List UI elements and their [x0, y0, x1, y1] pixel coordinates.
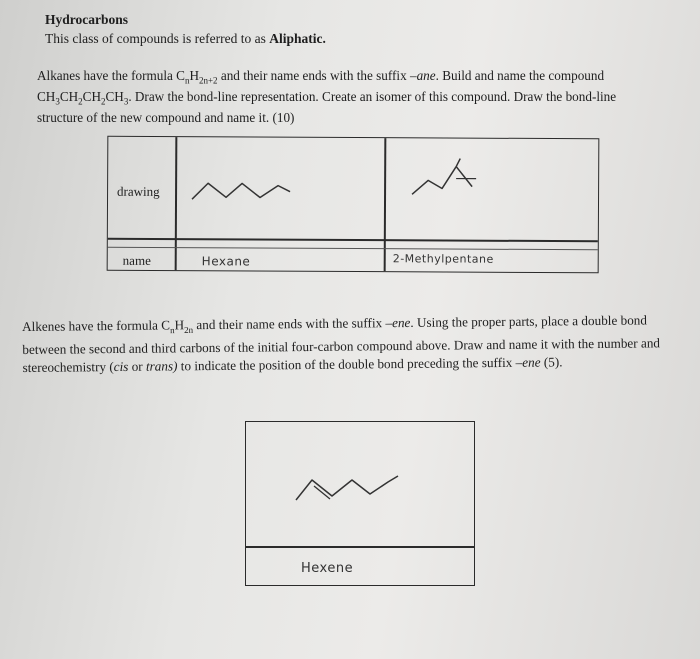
- q1-sub: 2: [100, 96, 106, 107]
- q2-sub: n: [170, 325, 175, 336]
- q2-text: to indicate the position of the double bond preceding the suffix: [177, 354, 516, 374]
- q2-text: or: [128, 358, 147, 374]
- q2-text: and their name ends with the suffix: [192, 315, 386, 333]
- question-alkanes: [37, 68, 657, 127]
- q1-sub: n: [184, 75, 190, 86]
- q1-sub: 2: [78, 96, 83, 107]
- q1-text: . Draw the bond-line representation. Create an isomer of this compound. Draw the bond-line structure of the new compound and name it. (10): [37, 89, 617, 126]
- q2-text: (5).: [540, 353, 563, 370]
- subtitle-text: This class of compounds is referred to as: [45, 31, 270, 46]
- table-divider: [175, 137, 177, 270]
- name-hexene: Hexene: [301, 561, 354, 576]
- methylpentane-bond-line-drawing: [410, 156, 505, 201]
- q2-suffix: –ene: [385, 314, 411, 331]
- q1-text: H: [189, 68, 199, 83]
- hexene-bond-line-drawing: [294, 470, 404, 510]
- subtitle: [45, 31, 326, 47]
- q1-suffix: –ane: [409, 68, 436, 83]
- q1-sub: 3: [123, 96, 129, 107]
- q1-text: CH: [59, 89, 79, 105]
- q2-cis: cis: [113, 358, 129, 374]
- answer-table-alkanes: [107, 136, 600, 274]
- table-divider: [108, 238, 598, 242]
- subtitle-bold: Aliphatic.: [269, 31, 326, 46]
- q2-suffix: –ene: [515, 354, 541, 370]
- q1-sub: 3: [55, 96, 60, 107]
- name-methylpentane: 2-Methylpentane: [392, 252, 494, 266]
- q2-sub: 2n: [184, 324, 194, 335]
- row-label-name: name: [122, 252, 151, 268]
- page-title: Hydrocarbons: [45, 12, 129, 27]
- q2-text: H: [174, 317, 185, 333]
- question-alkenes: [22, 311, 663, 376]
- answer-box-alkene: [245, 421, 475, 586]
- q2-trans: trans): [145, 358, 178, 374]
- q1-text: CH: [82, 89, 101, 105]
- name-hexane: Hexane: [201, 254, 251, 269]
- q1-sub: 2n+2: [198, 75, 218, 86]
- q1-text: Alkanes have the formula C: [37, 68, 185, 83]
- table-divider: [108, 247, 598, 251]
- q2-text: . Using the proper parts, place a double bond between the second and third carbons of the initial four-carbon compound above. Draw and name it with the number and stereochemistry (: [22, 312, 661, 375]
- table-divider: [246, 546, 474, 548]
- q1-text: . Build and name the compound CH: [37, 68, 605, 105]
- row-label-drawing: drawing: [117, 183, 160, 199]
- q1-text: and their name ends with the suffix: [217, 68, 410, 83]
- q2-text: Alkenes have the formula C: [22, 317, 171, 334]
- q1-text: CH: [105, 89, 124, 105]
- table-divider: [384, 138, 386, 271]
- hexane-bond-line-drawing: [190, 175, 300, 206]
